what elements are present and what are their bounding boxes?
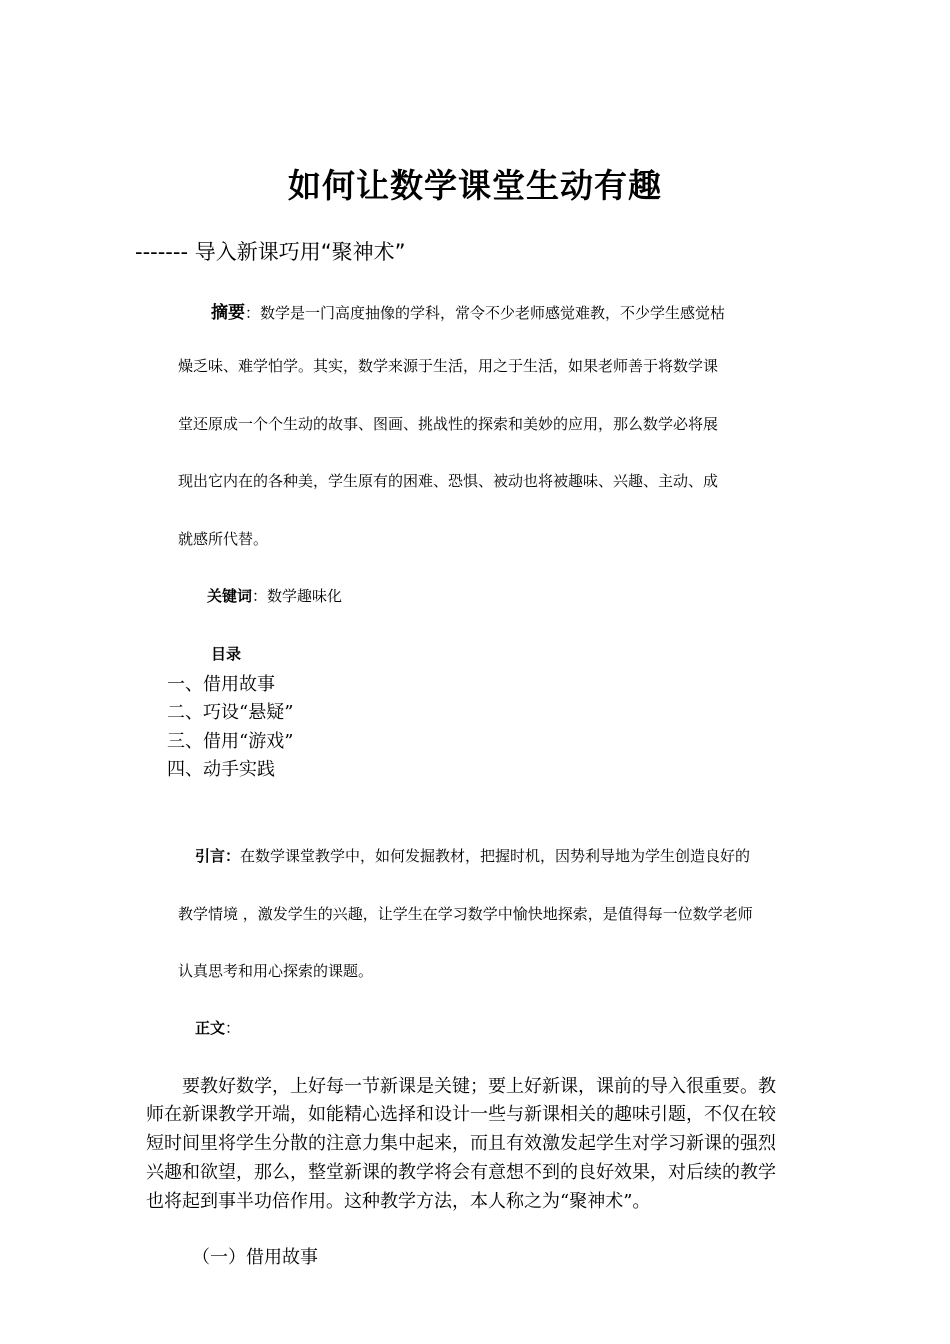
section-heading-1: （一）借用故事 <box>192 1247 318 1268</box>
intro-line-2: 教学情境 ，激发学生的兴趣，让学生在学习数学中愉快地探索，是值得每一位数学老师 <box>178 905 753 923</box>
toc-item-3: 三、借用“游戏” <box>167 731 294 752</box>
abstract-line-5: 就感所代替。 <box>178 530 269 548</box>
main-label: 正文 <box>195 1019 226 1037</box>
toc-item-4: 四、动手实践 <box>167 759 275 780</box>
main-line-5: 也将起到事半功倍作用。这种教学方法，本人称之为“聚神术”。 <box>146 1191 651 1212</box>
document-title: 如何让数学课堂生动有趣 <box>288 166 662 205</box>
main-line-1: 要教好数学，上好每一节新课是关键；要上好新课，课前的导入很重要。教 <box>182 1076 776 1097</box>
toc-item-2: 二、巧设“悬疑” <box>167 702 294 723</box>
main-colon: ： <box>225 1019 241 1037</box>
abstract-line-3: 堂还原成一个个生动的故事、图画、挑战性的探索和美妙的应用，那么数学必将展 <box>178 415 719 433</box>
intro-first-line <box>195 845 750 866</box>
keywords-label: 关键词 <box>207 587 253 605</box>
keywords-colon: ： <box>252 587 268 605</box>
abstract-first-line <box>211 298 725 323</box>
keywords-value: 数学趣味化 <box>267 587 343 605</box>
abstract-line-4: 现出它内在的各种美，学生原有的困难、恐惧、被动也将被趣味、兴趣、主动、成 <box>178 472 719 490</box>
intro-line-3: 认真思考和用心探索的课题。 <box>178 962 374 980</box>
document-subtitle: ------- 导入新课巧用“聚神术” <box>135 240 406 264</box>
intro-label: 引言： <box>195 847 241 865</box>
intro-line-1: 在数学课堂教学中，如何发掘教材，把握时机，因势利导地为学生创造良好的 <box>240 847 751 865</box>
abstract-label: 摘要 <box>211 303 245 323</box>
main-line-4: 兴趣和欲望，那么，整堂新课的教学将会有意想不到的良好效果，对后续的教学 <box>146 1162 776 1183</box>
main-line-2: 师在新课教学开端，如能精心选择和设计一些与新课相关的趣味引题，不仅在较 <box>146 1104 776 1125</box>
toc-item-1: 一、借用故事 <box>167 674 275 695</box>
abstract-line-1: 数学是一门高度抽像的学科，常令不少老师感觉难教，不少学生感觉枯 <box>260 304 726 322</box>
abstract-line-2: 燥乏味、难学怕学。其实，数学来源于生活，用之于生活，如果老师善于将数学课 <box>178 357 719 375</box>
keywords-line <box>207 585 342 606</box>
abstract-colon: ： <box>245 304 261 322</box>
toc-label: 目录 <box>211 645 242 663</box>
main-label-line <box>195 1017 240 1038</box>
main-line-3: 短时间里将学生分散的注意力集中起来，而且有效激发起学生对学习新课的强烈 <box>146 1133 776 1154</box>
